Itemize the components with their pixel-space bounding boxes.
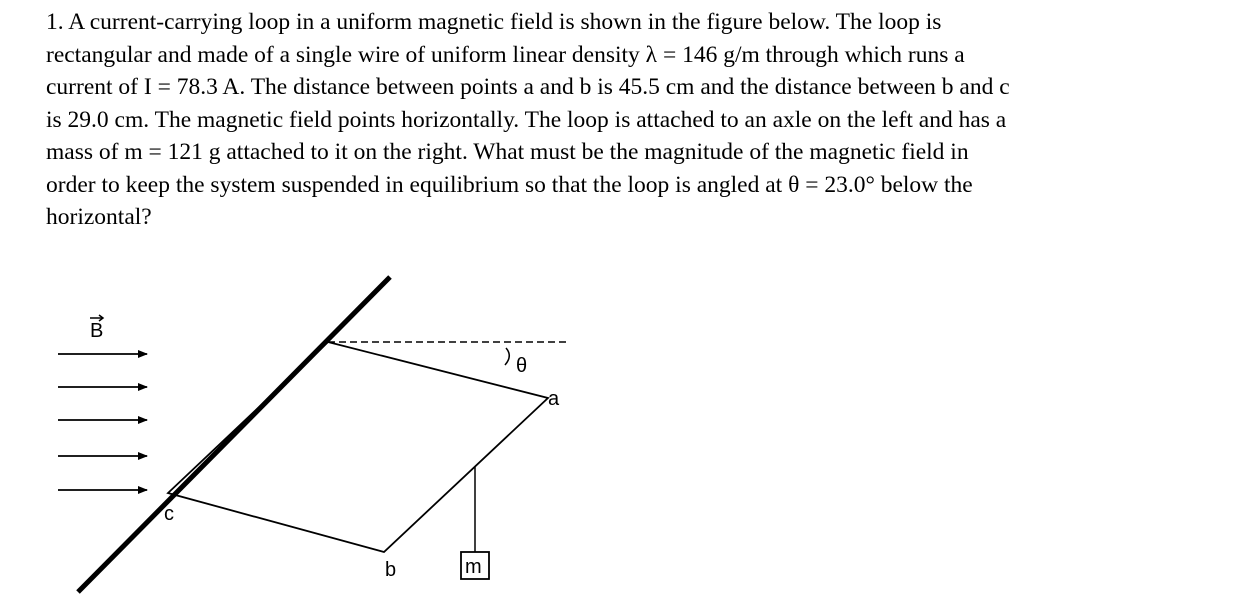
problem-line-3: current of I = 78.3 A. The distance between points a and b is 45.5 cm and the distance between b and c xyxy=(46,74,1010,100)
problem-line-1: 1. A current-carrying loop in a uniform magnetic field is shown in the figure below. The loop is xyxy=(46,9,942,35)
point-b-label: b xyxy=(385,559,397,581)
angle-arc xyxy=(505,348,509,365)
problem-line-6: order to keep the system suspended in equilibrium so that the loop is angled at θ = 23.0° below the xyxy=(46,171,973,198)
problem-line-7: horizontal? xyxy=(46,204,152,230)
point-c-label: c xyxy=(164,503,174,525)
point-a-label: a xyxy=(548,388,560,410)
problem-line-5: mass of m = 121 g attached to it on the right. What must be the magnitude of the magnetic field in xyxy=(46,139,969,165)
mass-label: m xyxy=(465,556,482,578)
field-label: B xyxy=(90,320,104,342)
problem-line-4: is 29.0 cm. The magnetic field points horizontally. The loop is attached to an axle on the left and has a xyxy=(46,106,1007,133)
field-arrows xyxy=(58,354,147,490)
axle-line xyxy=(78,277,390,592)
angle-label: θ xyxy=(516,355,528,377)
problem-line-2: rectangular and made of a single wire of uniform linear density λ = 146 g/m through which runs a xyxy=(46,41,965,68)
